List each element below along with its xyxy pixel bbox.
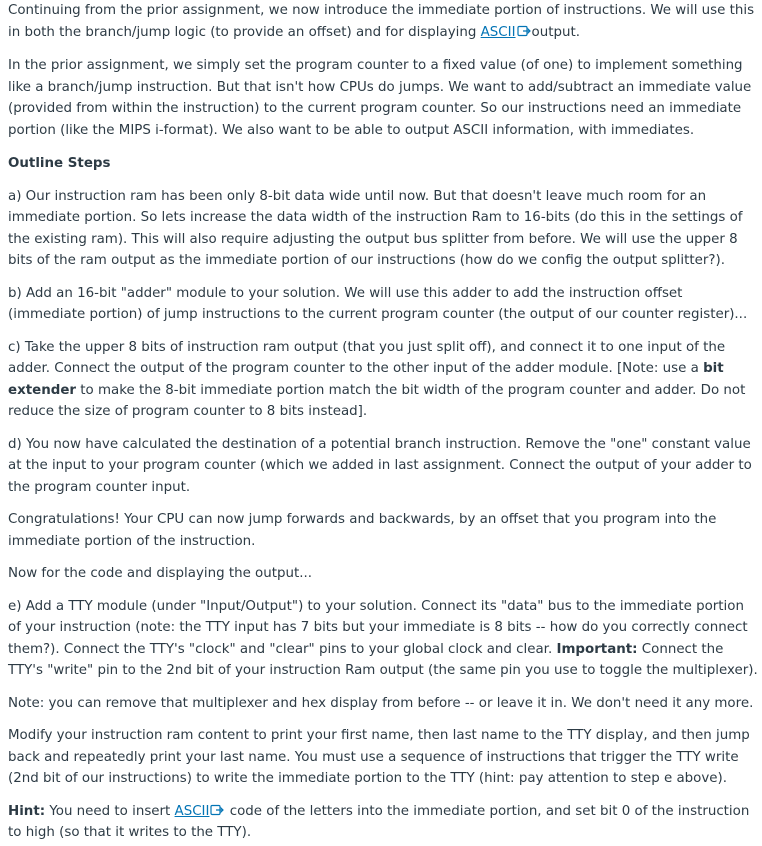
step-a: a) Our instruction ram has been only 8-bit data wide until now. But that doesn't leave much room for an immediate portion. So lets increase the data width of the instruction Ram to 16-bits (do this in the settings of the existing ram). This will also require adjusting the output bus splitter from before. We will use the upper 8 bits of the ram output as the immediate portion of our instructions (how do we config the output splitter?). [8, 188, 743, 268]
prior-assignment-paragraph: In the prior assignment, we simply set the program counter to a fixed value (of one) to implement something like a branch/jump instruction. But that isn't how CPUs do jumps. We want to add/subtract an immediate value (provided from within the instruction) to the current program counter. So our instructions need an immediate portion (like the MIPS i-format). We also want to be able to output ASCII information, with immediates. [8, 58, 752, 138]
external-link-icon[interactable] [210, 804, 224, 816]
intro-text: Continuing from the prior assignment, we now introduce the immediate portion of instructions. We will use this in both the branch/jump logic (to provide an offset) and for displaying [8, 3, 755, 40]
intro-paragraph [8, 0, 760, 43]
external-link-icon[interactable] [517, 25, 531, 37]
intro-text-end: output. [531, 24, 580, 40]
step-b: b) Add an 16-bit "adder" module to your solution. We will use this adder to add the instruction offset (immediate portion) of jump instructions to the current program counter (the output of our counter register)... [8, 285, 748, 322]
hint-label: Hint: [8, 803, 46, 819]
important-label: Important: [556, 641, 638, 657]
step-d: d) You now have calculated the destination of a potential branch instruction. Remove the "one" constant value at the input to your program counter (which we added in last assignment. Connect the output of your adder to the program counter input. [8, 436, 752, 495]
modify-paragraph: Modify your instruction ram content to print your first name, then last name to the TTY display, and then jump back and repeatedly print your last name. You must use a sequence of instructions that trigger the TTY write (2nd bit of our instructions) to write the immediate portion to the TTY (hint: pay attention to step e above). [8, 728, 750, 786]
ascii-link[interactable]: ASCII [480, 24, 516, 40]
outline-steps-heading: Outline Steps [8, 156, 111, 171]
congrats-paragraph: Congratulations! Your CPU can now jump forwards and backwards, by an offset that you program into the immediate portion of the instruction. [8, 512, 717, 549]
step-e: e) Add a TTY module (under "Input/Output") to your solution. Connect its "data" bus to the immediate portion of your instruction (note: the TTY input has 7 bits but your immediate is 8 bits -- how do you correctly connect them?). Connect the TTY's "clock" and "clear" pins to your global clock and clear. Important: Connect the TTY's "write" pin to the 2nd bit of your instruction Ram output (the same pin you use to toggle the multiplexer). [8, 598, 758, 678]
bit-extender-term: bit extender [8, 361, 724, 398]
ascii-link-hint[interactable]: ASCII [174, 803, 210, 819]
note-paragraph: Note: you can remove that multiplexer and hex display from before -- or leave it in. We don't need it any more. [8, 695, 754, 711]
step-c: c) Take the upper 8 bits of instruction ram output (that you just split off), and connect it to one input of the adder. Connect the output of the program counter to the other input of the adder module. [Note: use a bit extender to make the 8-bit immediate portion match the bit width of the program counter and adder. Do not reduce the size of program counter to 8 bits instead]. [8, 339, 746, 419]
now-paragraph: Now for the code and displaying the output... [8, 566, 312, 581]
hint-paragraph: Hint: You need to insert ASCII code of the letters into the immediate portion, and set bit 0 of the instruction to high (so that it writes to the TTY). [8, 803, 750, 840]
